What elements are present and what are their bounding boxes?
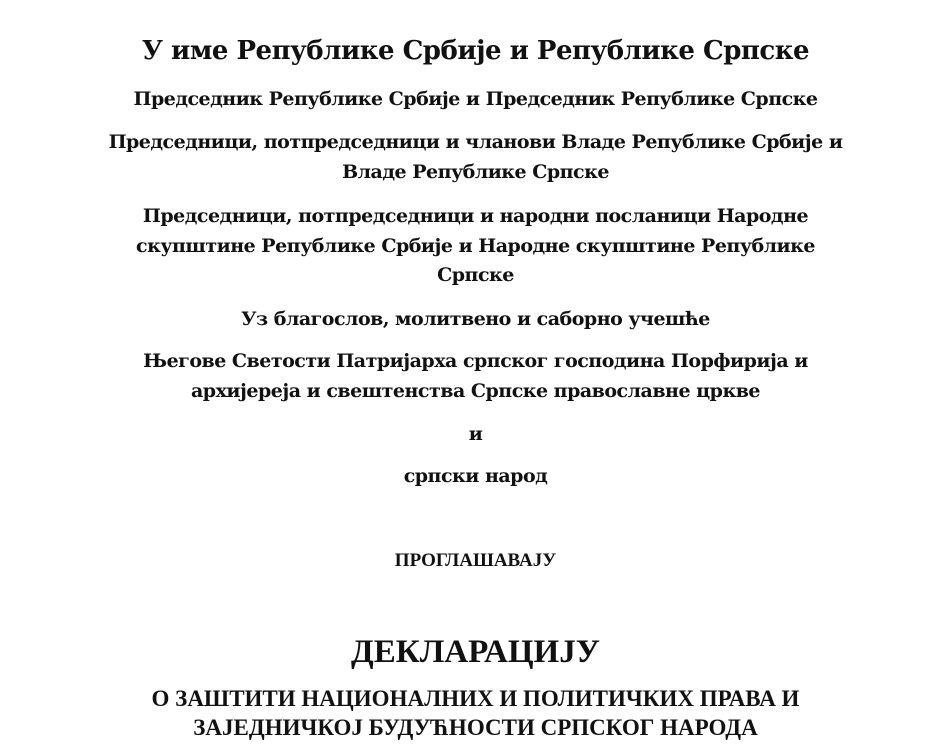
patriarch-line-1: Његове Светости Патријарха српског господина Порфирија и	[143, 350, 808, 372]
assemblies-line-1: Председници, потпредседници и народни посланици Народне	[142, 205, 809, 227]
assemblies-line-3: Српске	[437, 264, 514, 286]
blessing-line: Уз благослов, молитвено и саборно учешће	[241, 308, 710, 330]
governments-line-2: Владе Републике Српске	[342, 161, 609, 183]
proclaim-line: ПРОГЛАШАВАЈУ	[394, 550, 557, 571]
declaration-subtitle-line-1: О ЗАШТИТИ НАЦИОНАЛНИХ И ПОЛИТИЧКИХ ПРАВА И	[151, 686, 800, 711]
declaration-subtitle-line-2: ЗАЈЕДНИЧКОЈ БУДУЋНОСТИ СРПСКОГ НАРОДА	[193, 715, 758, 740]
governments-line-1: Председници, потпредседници и чланови Владе Републике Србије и	[108, 131, 843, 153]
conjunction-line: и	[468, 423, 483, 445]
serbian-people-line: српски народ	[403, 465, 548, 487]
assemblies-line-2: скупштине Републике Србије и Народне скупштине Републике	[136, 235, 815, 257]
patriarch-line-2: архијереја и свештенства Српске православне цркве	[191, 380, 760, 402]
presidents-line: Председник Републике Србије и Председник Републике Српске	[133, 88, 818, 110]
declaration-title: ДЕКЛАРАЦИЈУ	[351, 634, 600, 670]
heading-in-name-of: У име Републике Србије и Републике Српске	[141, 36, 810, 66]
